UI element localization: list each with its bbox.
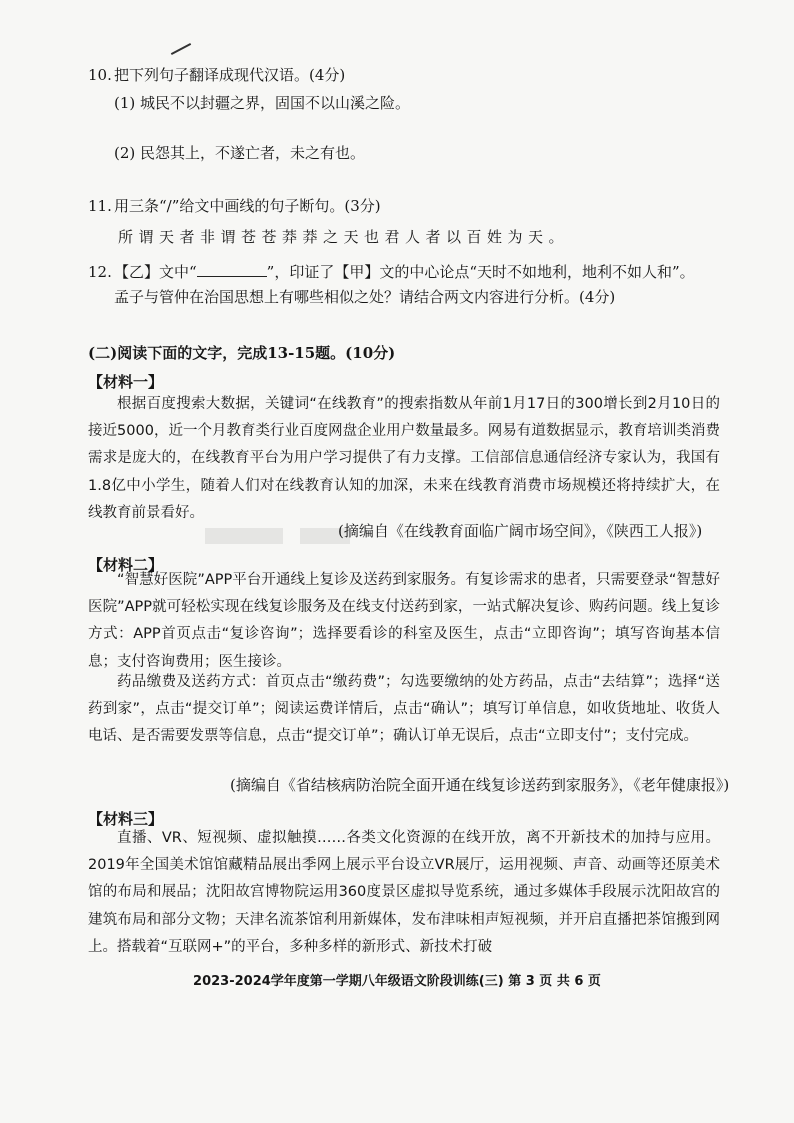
pen-stroke-mark bbox=[171, 43, 191, 55]
question-10 bbox=[88, 64, 345, 86]
q10-item-1 bbox=[114, 92, 410, 114]
section-heading: (二)阅读下面的文字，完成13-15题。(10分) bbox=[88, 344, 396, 362]
material-2-label: 【材料二】 bbox=[88, 556, 164, 574]
q12-line1-end: ”，印证了【甲】文的中心论点“天时不如地利，地利不如人和”。 bbox=[266, 263, 695, 281]
q12-line2: 孟子与管仲在治国思想上有哪些相似之处？请结合两文内容进行分析。(4分) bbox=[114, 288, 616, 306]
material-2-para-1: “智慧好医院”APP平台开通线上复诊及送药到家服务。有复诊需求的患者，只需要登录“智慧好医院”APP就可轻松实现在线复诊服务及在线支付送药到家，一站式解决复诊、购药问题。线上复诊方式：APP首页点击“复诊咨询”；选择要看诊的科室及医生，点击“立即咨询”；填写咨询基本信息；支付咨询费用；医生接诊。 bbox=[88, 572, 720, 670]
question-12 bbox=[88, 261, 695, 283]
item-index: (2) bbox=[114, 144, 136, 162]
show-through-mark bbox=[205, 528, 283, 544]
question-number: 12. bbox=[88, 263, 112, 281]
question-number: 11. bbox=[88, 197, 112, 215]
item-text: 城民不以封疆之界，固国不以山溪之险。 bbox=[140, 94, 411, 112]
item-text: 民怨其上，不遂亡者，未之有也。 bbox=[140, 144, 366, 162]
page-footer: 2023-2024学年度第一学期八年级语文阶段训练(三) 第 3 页 共 6 页 bbox=[193, 974, 601, 989]
material-2-para-2: 药品缴费及送药方式：首页点击“缴药费”；勾选要缴纳的处方药品，点击“去结算”；选择“送药到家”，点击“提交订单”；阅读运费详情后，点击“确认”；填写订单信息，如收货地址、收货人电话、是否需要发票等信息，点击“提交订单”；确认订单无误后，点击“立即支付”；支付完成。 bbox=[88, 674, 720, 745]
item-index: (1) bbox=[114, 94, 136, 112]
q11-sentence: 所谓天者非谓苍苍莽莽之天也君人者以百姓为天。 bbox=[118, 228, 570, 246]
material-3-label: 【材料三】 bbox=[88, 810, 164, 828]
question-number: 10. bbox=[88, 66, 112, 84]
answer-blank[interactable] bbox=[197, 262, 267, 277]
q10-item-2 bbox=[114, 142, 365, 164]
show-through-mark bbox=[300, 528, 350, 544]
question-prompt: 用三条“/”给文中画线的句子断句。(3分) bbox=[114, 197, 381, 215]
material-1-source: (摘编自《在线教育面临广阔市场空间》，《陕西工人报》) bbox=[338, 522, 703, 540]
question-prompt: 把下列句子翻译成现代汉语。(4分) bbox=[114, 66, 346, 84]
material-3-body: 直播、VR、短视频、虚拟触摸……各类文化资源的在线开放，离不开新技术的加持与应用。2019年全国美术馆馆藏精品展出季网上展示平台设立VR展厅，运用视频、声音、动画等还原美术馆的布局和展品；沈阳故宫博物院运用360度景区虚拟导览系统，通过多媒体手段展示沈阳故宫的建筑布局和部分文物；天津名流茶馆利用新媒体，发布津味相声短视频，并开启直播把茶馆搬到网上。搭载着“互联网+”的平台，多种多样的新形式、新技术打破 bbox=[88, 830, 720, 955]
q12-line1-start: 【乙】文中“ bbox=[114, 263, 197, 281]
material-1-body: 根据百度搜索大数据，关键词“在线教育”的搜索指数从年前1月17日的300增长到2月10日的接近5000，近一个月教育类行业百度网盘企业用户数量最多。网易有道数据显示，教育培训类消费需求是庞大的，在线教育平台为用户学习提供了有力支撑。工信部信息通信经济专家认为，我国有1.8亿中小学生，随着人们对在线教育认知的加深，未来在线教育消费市场规模还将持续扩大，在线教育前景看好。 bbox=[88, 396, 720, 521]
material-1-label: 【材料一】 bbox=[88, 373, 164, 391]
question-11 bbox=[88, 195, 381, 217]
material-2-source: (摘编自《省结核病防治院全面开通在线复诊送药到家服务》，《老年健康报》) bbox=[230, 776, 730, 794]
